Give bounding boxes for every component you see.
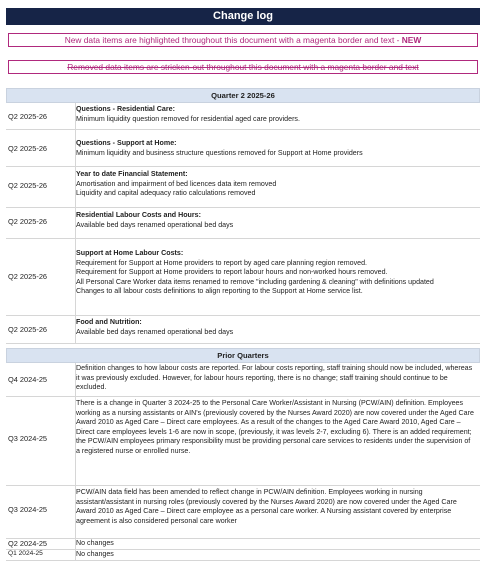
table-row (6, 316, 480, 344)
row-line: Definition changes to how labour costs are reported. For labour costs reporting, staff training should now be included, whereas it was previously excluded. However, for labour hours reporting, there is no change; staff training should continue to be excluded. (76, 364, 473, 392)
row-quarter: Q2 2025-26 (8, 181, 48, 190)
section-header-prior-quarters: Prior Quarters (6, 348, 480, 363)
row-description (76, 550, 476, 560)
row-line: Liquidity and capital adequacy ratio calculations removed (76, 189, 256, 198)
table-row (6, 363, 480, 397)
new-items-note-text: New data items are highlighted throughout this document with a magenta border and text - (64, 35, 402, 45)
row-quarter: Q2 2025-26 (8, 112, 48, 121)
table-row (6, 397, 480, 486)
new-items-note (8, 33, 478, 47)
row-line: No changes (76, 539, 114, 547)
row-description (76, 539, 476, 549)
row-quarter: Q3 2024-25 (8, 434, 48, 443)
row-quarter: Q2 2025-26 (8, 217, 48, 226)
row-line: Requirement for Support at Home providers to report labour hours and non-worked hours removed. (76, 268, 388, 277)
row-description (76, 105, 476, 124)
table-row (6, 550, 480, 561)
row-line: Minimum liquidity question removed for residential aged care providers. (76, 114, 300, 123)
table-row (6, 167, 480, 208)
section-header-quarter-2: Quarter 2 2025-26 (6, 88, 480, 103)
row-quarter: Q1 2024-25 (8, 550, 43, 557)
table-row (6, 239, 480, 316)
row-line: PCW/AIN data field has been amended to reflect change in PCW/AIN definition. Employees working in nursing assistant/assistant in nursing roles (previously covered by the Nurses Award 2020) are now covered under the Aged Care Award 2010 as Aged Care – Direct care employee as a personal care worker. A Nursing assistant covered by enterprise agreement is also considered personal care worker (76, 488, 457, 525)
removed-items-note (8, 60, 478, 74)
row-line: Available bed days renamed operational bed days (76, 220, 234, 229)
table-row (6, 539, 480, 550)
row-heading: Questions - Residential Care: (76, 105, 175, 113)
row-heading: Questions - Support at Home: (76, 139, 177, 147)
row-line: Changes to all labour costs definitions to align reporting to the Support at Home service list. (76, 287, 363, 296)
row-quarter: Q4 2024-25 (8, 375, 48, 384)
row-description (76, 399, 476, 457)
row-description (76, 170, 476, 199)
removed-items-note-text: Removed data items are stricken-out throughout this document with a magenta border and text (67, 62, 419, 72)
row-heading: Residential Labour Costs and Hours: (76, 211, 201, 219)
row-description (76, 488, 476, 526)
table-row (6, 130, 480, 167)
row-line: There is a change in Quarter 3 2024-25 to the Personal Care Worker/Assistant in Nursing (PCW/AIN) definition. Employees working as a nursing assistants or AIN's (previously covered by the Nurses Award 2020) are now covered under the Aged Care Award 2010 as Aged Care – Direct care employees. As a result of the changes to the Aged Care Award 2010, Aged Care – Direct care employees levels 1-6 are now in scope, (previously, it was levels 2-7, excluding 6). There is an added requirement; the PCW/AIN employees primary responsibility must be providing personal care services to residents under the supervision of a registered nurse or enrolled nurse. (76, 399, 474, 455)
row-quarter: Q2 2025-26 (8, 325, 48, 334)
row-heading: Food and Nutrition: (76, 318, 142, 326)
row-line: All Personal Care Worker data items renamed to remove "including gardening & cleaning" with definitions updated (76, 277, 434, 286)
new-tag: NEW (401, 35, 422, 45)
row-line: No changes (76, 550, 114, 558)
row-quarter: Q2 2024-25 (8, 539, 48, 548)
row-quarter: Q2 2025-26 (8, 272, 48, 281)
row-quarter: Q2 2025-26 (8, 144, 48, 153)
table-row (6, 486, 480, 539)
row-heading: Support at Home Labour Costs: (76, 249, 184, 257)
column-divider (75, 363, 76, 561)
table-row (6, 103, 480, 130)
page-title: Change log (6, 8, 480, 25)
row-line: Minimum liquidity and business structure questions removed for Support at Home providers (76, 148, 363, 157)
row-description (76, 364, 476, 393)
row-description (76, 139, 476, 158)
column-divider (75, 103, 76, 343)
row-line: Available bed days renamed operational bed days (76, 327, 234, 336)
row-description (76, 318, 476, 337)
row-line: Requirement for Support at Home providers to report by aged care planning region removed. (76, 258, 368, 267)
row-line: Amortisation and impairment of bed licences data item removed (76, 179, 277, 188)
row-heading: Year to date Financial Statement: (76, 170, 188, 178)
table-row (6, 208, 480, 239)
row-quarter: Q3 2024-25 (8, 505, 48, 514)
row-description (76, 249, 476, 297)
row-description (76, 211, 476, 230)
